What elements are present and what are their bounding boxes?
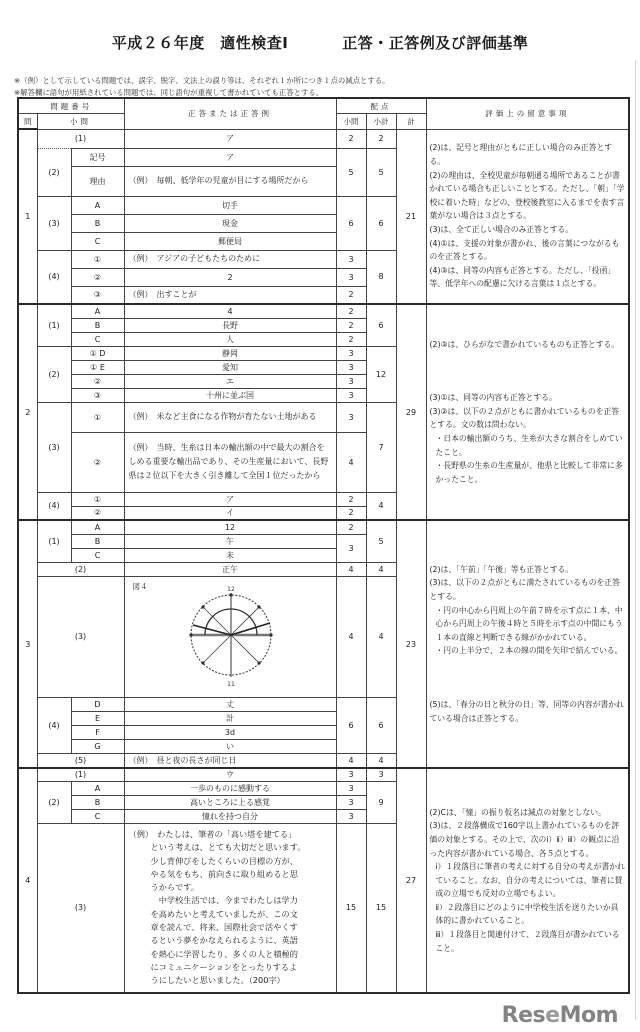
points-cell: 2 <box>336 506 366 520</box>
q-number: 3 <box>18 520 37 768</box>
subtotal-cell: 6 <box>366 304 396 346</box>
eval-note: (5)は、「春分の日と秋分の日」等、同等の内容が書かれている場合は正答とする。 <box>429 699 624 723</box>
points-cell: 2 <box>336 492 366 506</box>
points-cell: 3 <box>336 374 366 388</box>
essay-line: 章を読んで、将来、国際社会で活やくす <box>150 922 298 933</box>
points-cell: 2 <box>336 332 366 346</box>
answer-cell: 静岡 <box>124 346 336 360</box>
document-title <box>0 32 640 53</box>
eval-note: (3)①は、同等の内容も正答とする。 <box>429 393 557 403</box>
note-1: ※（例）として示している問題では、誤字、脱字、文法上の誤り等は、それぞれ１か所につき１点の減点とする。 <box>14 76 390 85</box>
points-cell: 3 <box>336 388 366 402</box>
item-label: C <box>71 332 124 346</box>
q-number: 1 <box>18 129 37 304</box>
answer-cell: 正午 <box>124 562 336 576</box>
eval-note: (3)②は、以下の２点がともに書かれているものを正答とする。文の数は問わない。 <box>429 406 620 430</box>
item-label: C <box>71 809 124 823</box>
answer-cell: 切手 <box>124 196 336 214</box>
subtotal-cell: 5 <box>366 520 396 562</box>
answer-cell: （例） 毎朝、低学年の児童が目にする場所だから <box>124 166 336 196</box>
points-cell: 15 <box>336 823 366 993</box>
sub-q: (3) <box>37 823 124 993</box>
sub-q: (1) <box>37 520 71 562</box>
essay-line: （例） わたしは、筆者の「高い塔を建てる」 <box>128 828 297 839</box>
eval-notes-3 <box>426 520 629 768</box>
subtotal-cell: 7 <box>366 402 396 492</box>
eval-notes-1 <box>426 129 629 304</box>
answer-cell: 2 <box>124 268 336 286</box>
points-cell: 3 <box>336 781 366 795</box>
points-cell: 6 <box>336 196 366 250</box>
figure-4-cell <box>124 576 336 697</box>
eval-note: (3)は、以下の２点がともに満たされているものを正答とする。 <box>429 578 620 602</box>
answer-cell: 十州に並ぶ国 <box>124 388 336 402</box>
subtotal-cell: 8 <box>366 250 396 304</box>
title-left: 平成２６年度 適性検査Ⅰ <box>111 34 289 52</box>
sub-q: (2) <box>37 562 124 576</box>
eval-note: (2)③は、ひらがなで書かれているものも正答とする。 <box>429 339 620 349</box>
answer-cell: 丈 <box>124 697 336 711</box>
eval-note: (2)は、「午前」「午後」等も正答とする。 <box>429 564 574 574</box>
answer-cell: （例） アジアの子どもたちのために <box>124 250 336 268</box>
essay-line: という考えは、とても大切だと思います。 <box>150 842 306 853</box>
item-label: B <box>71 795 124 809</box>
answer-cell: 現金 <box>124 214 336 232</box>
sub-q: (4) <box>37 697 71 753</box>
eval-note: (2)の理由は、全校児童が毎朝通る場所であることが書かれている場合も正しいこととする。ただし、「朝」「学校に着いた時」などの、登校後教室に入るまでを表す言葉がない場合は３点とする。 <box>429 170 625 221</box>
eval-note: (2)は、記号と理由がともに正しい場合のみ正答とする。 <box>429 143 613 167</box>
sub-q: (1) <box>37 129 124 148</box>
eval-note: ・日本の輸出額のうち、生糸が大きな割合をしめていたこと。 <box>435 434 623 457</box>
answer-cell: 愛知 <box>124 360 336 374</box>
essay-line: 中学校生活では、今までわたしは学力 <box>150 895 298 906</box>
item-label: B <box>71 318 124 332</box>
total-cell: 27 <box>396 768 426 993</box>
scan-edge <box>635 60 636 1020</box>
item-label: A <box>71 304 124 318</box>
sub-q: (3) <box>37 576 124 697</box>
instruction-notes <box>14 75 634 99</box>
essay-line: を高めたいと考えていましたが、この文 <box>150 908 298 919</box>
points-cell: 4 <box>336 432 366 492</box>
subtotal-cell: 6 <box>366 196 396 250</box>
item-label: ① E <box>71 360 124 374</box>
essay-line: うからです。 <box>150 882 199 893</box>
answer-cell: 12 <box>124 520 336 534</box>
subtotal-cell: 4 <box>366 562 396 576</box>
eval-note: ⅱ）２段落目にどのように中学校生活を送りたいか具体的に書かれていること。 <box>435 902 619 926</box>
essay-line: 少し背伸びをしたくらいの目標の方が、 <box>150 855 298 866</box>
answer-cell: ア <box>124 148 336 166</box>
item-label: ① D <box>71 346 124 360</box>
item-label: G <box>71 739 124 753</box>
watermark-text: Res <box>501 1003 546 1028</box>
subtotal-cell: 4 <box>366 492 396 520</box>
answer-cell: い <box>124 739 336 753</box>
points-cell: 4 <box>336 576 366 697</box>
col-eval-notes: 評価上の留意事項 <box>426 98 629 129</box>
svg-text:11: 11 <box>226 680 235 688</box>
answer-cell: 長野 <box>124 318 336 332</box>
eval-notes-4 <box>426 768 629 993</box>
eval-note: (3)は、全て正しい場合のみ正答とする。 <box>429 225 574 235</box>
answer-cell: ア <box>124 492 336 506</box>
points-cell: 6 <box>336 697 366 753</box>
total-cell: 23 <box>396 520 426 768</box>
eval-note: ⅰ）１段落目に筆者の考えに対する自分の考えが書かれていること。なお、自分の考えについては、筆者に賛成の立場でも反対の立場でもよい。 <box>435 862 625 899</box>
points-cell: 4 <box>336 753 366 768</box>
answer-cell: ウ <box>124 768 336 781</box>
points-cell: 2 <box>336 318 366 332</box>
table-row <box>18 520 629 534</box>
item-label: B <box>71 534 124 548</box>
answer-cell: （例） 昼と夜の長さが同じ日 <box>124 753 336 768</box>
col-question-number: 問題番号 <box>18 98 124 114</box>
subtotal-cell: 9 <box>366 781 396 823</box>
table-row <box>18 129 629 148</box>
eval-note: ・長野県の生糸の生産量が、他県と比較して非常に多かったこと。 <box>435 461 623 484</box>
subtotal-cell: 4 <box>366 576 396 697</box>
svg-text:12: 12 <box>226 585 235 593</box>
eval-notes-2 <box>426 304 629 520</box>
points-cell: 3 <box>336 402 366 432</box>
points-cell: 5 <box>336 148 366 196</box>
item-label: ① <box>71 402 124 432</box>
table-row <box>18 768 629 781</box>
item-label: ① <box>71 250 124 268</box>
col-main-q: 問 <box>18 114 37 130</box>
eval-note: ⅲ）１段落目と関連付けて、２段落目が書かれていること。 <box>435 930 620 953</box>
resemom-watermark-logo <box>502 1003 618 1028</box>
subtotal-cell: 12 <box>366 346 396 402</box>
answer-cell: イ <box>124 506 336 520</box>
item-label: F <box>71 725 124 739</box>
sub-q: (2) <box>37 148 71 196</box>
item-label: ② <box>71 432 124 492</box>
item-label: 記号 <box>71 148 124 166</box>
essay-answer <box>124 823 336 993</box>
points-cell: 3 <box>336 250 366 268</box>
item-label: ③ <box>71 388 124 402</box>
col-points-total: 計 <box>396 114 426 130</box>
header-row-1 <box>18 98 629 114</box>
points-cell: 3 <box>336 360 366 374</box>
total-cell: 29 <box>396 304 426 520</box>
points-cell: 3 <box>336 534 366 562</box>
eval-note: (2)Cは、「憧」の振り仮名は減点の対象としない。 <box>429 807 606 817</box>
answer-cell: （例） 米など主食になる作物が育たない土地がある <box>124 402 336 432</box>
sub-q: (4) <box>37 250 71 304</box>
eval-note: (4)①は、支援の対象が書かれ、後の言葉につながるものを正答とする。 <box>429 238 620 262</box>
points-cell: 2 <box>336 286 366 304</box>
points-cell: 3 <box>336 809 366 823</box>
points-cell: 3 <box>336 268 366 286</box>
points-cell: 2 <box>336 520 366 534</box>
item-label: 理由 <box>71 166 124 196</box>
eval-note: ・円の中心から円周上の午前７時を示す点に１本、中心から円周上の午後４時と５時を示す点の中間にもう１本の直線と判断できる線がかかれている。 <box>435 605 623 642</box>
subtotal-cell: 6 <box>366 697 396 753</box>
essay-line: うにしたいと思いました。（200字） <box>150 975 285 986</box>
eval-note: (3)は、２段落構成で160字以上書かれているものを評価の対象とする。その上で、次のⅰ）ⅱ）ⅲ）の観点に沿った内容が書かれている場合、各５点とする。 <box>429 821 620 858</box>
clock-circle-diagram <box>181 585 281 689</box>
item-label: A <box>71 520 124 534</box>
subtotal-cell: 15 <box>366 823 396 993</box>
eval-note: ・円の上半分で、２本の線の間を矢印で結んでいる。 <box>435 646 623 656</box>
col-points-subtotal: 小計 <box>366 114 396 130</box>
points-cell: 4 <box>336 562 366 576</box>
answer-cell: エ <box>124 374 336 388</box>
col-sub-q: 小問 <box>37 114 124 130</box>
points-cell: 3 <box>336 768 366 781</box>
answer-cell: 計 <box>124 711 336 725</box>
col-points: 配点 <box>336 98 426 114</box>
answer-cell: 午 <box>124 534 336 548</box>
essay-line: を熱心に学習したり、多くの人と積極的 <box>150 948 298 959</box>
sub-q: (2) <box>37 781 71 823</box>
item-label: C <box>71 232 124 250</box>
item-label: E <box>71 711 124 725</box>
figure-label: 図４ <box>132 581 148 591</box>
answer-cell: 未 <box>124 548 336 562</box>
item-label: ① <box>71 492 124 506</box>
answer-cell: 郵便局 <box>124 232 336 250</box>
sub-q: (3) <box>37 402 71 492</box>
essay-line: やる気をもち、前向きに取り組めると思 <box>150 868 298 879</box>
answer-cell: （例） 出すことが <box>124 286 336 304</box>
total-cell: 21 <box>396 129 426 304</box>
essay-line: るという夢をかなえられるように、英語 <box>150 935 298 946</box>
sub-q: (1) <box>37 304 71 346</box>
answer-cell: 高いところに上る感覚 <box>124 795 336 809</box>
answer-cell: 人 <box>124 332 336 346</box>
answer-cell: （例） 当時、生糸は日本の輸出額の中で最大の割合をしめる重要な輸出品であり、その生産量において、長野県は２位以下を大きく引き離して全国１位だったから <box>124 432 336 492</box>
item-label: C <box>71 548 124 562</box>
answer-table <box>17 97 630 994</box>
answer-cell: 憧れを持つ自分 <box>124 809 336 823</box>
item-label: ③ <box>71 286 124 304</box>
sub-q: (1) <box>37 768 124 781</box>
sub-q: (4) <box>37 492 71 520</box>
item-label: A <box>71 781 124 795</box>
answer-cell: 3d <box>124 725 336 739</box>
table-row <box>18 304 629 318</box>
points-cell: 3 <box>336 795 366 809</box>
note-2: ※解答欄に語句が用紙されている問題では、同じ語句が重複して書かれていても正答とする。 <box>14 88 324 97</box>
points-cell: 2 <box>336 304 366 318</box>
answer-cell: ア <box>124 129 336 148</box>
subtotal-cell: 2 <box>366 129 396 148</box>
answer-cell: 4 <box>124 304 336 318</box>
sub-q: (5) <box>37 753 124 768</box>
subtotal-cell: 3 <box>366 768 396 781</box>
essay-line: にコミュニケーションをとったりするよ <box>150 961 298 972</box>
item-label: ② <box>71 374 124 388</box>
watermark-text: Mom <box>559 1003 618 1028</box>
points-cell: 2 <box>336 129 366 148</box>
subtotal-cell: 5 <box>366 148 396 196</box>
watermark-text: e <box>545 1003 560 1028</box>
sub-q: (3) <box>37 196 71 250</box>
points-cell: 3 <box>336 346 366 360</box>
item-label: ② <box>71 268 124 286</box>
col-points-each: 小問 <box>336 114 366 130</box>
eval-note: (4)③は、同等の内容も正答とする。ただし、「投函」等、低学年への配慮に欠ける言葉は１点とする。 <box>429 265 616 289</box>
col-answer: 正答または正答例 <box>124 98 336 129</box>
answer-cell: 一歩のものに感動する <box>124 781 336 795</box>
item-label: A <box>71 196 124 214</box>
subtotal-cell: 4 <box>366 753 396 768</box>
q-number: 2 <box>18 304 37 520</box>
sub-q: (2) <box>37 346 71 402</box>
title-right: 正答・正答例及び評価基準 <box>342 34 529 52</box>
item-label: ② <box>71 506 124 520</box>
item-label: D <box>71 697 124 711</box>
q-number: 4 <box>18 768 37 993</box>
item-label: B <box>71 214 124 232</box>
